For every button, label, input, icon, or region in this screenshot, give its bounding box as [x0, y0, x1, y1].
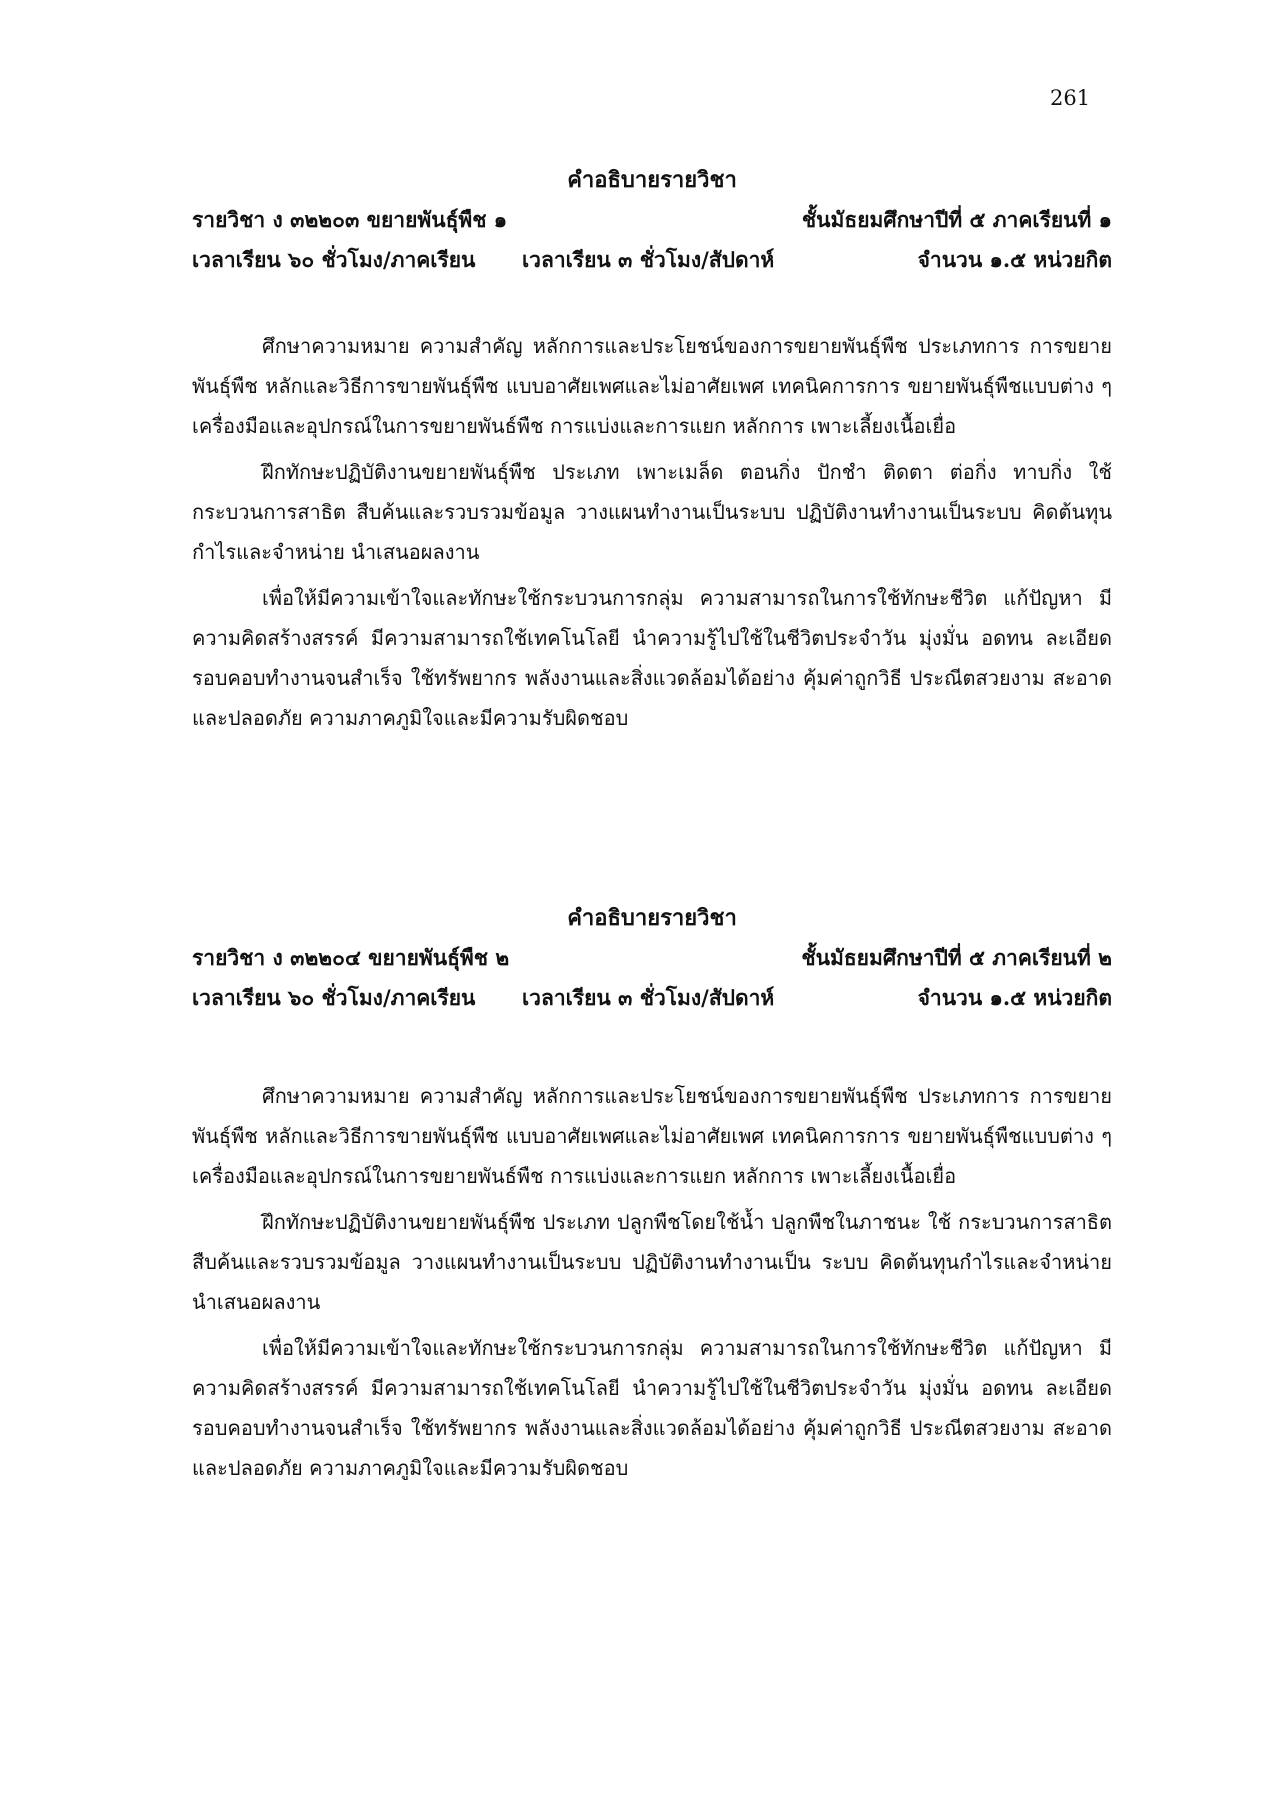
paragraph-skills: ฝึกทักษะปฏิบัติงานขยายพันธุ์พืช ประเภท ปลูกพืชโดยใช้น้ำ ปลูกพืชในภาชนะ ใช้ กระบวนการสาธิต สืบค้นและรวบรวมข้อมูล วางแผนทำงานเป็นระบบ ปฏิบัติงานทำงานเป็น ระบบ คิดต้นทุนกำไรและจำหน่าย นำเสนอผลงาน: [192, 1210, 1112, 1314]
course-code-name: รายวิชา ง ๓๒๒๐๓ ขยายพันธุ์พืช ๑: [192, 207, 508, 232]
hours-per-week: เวลาเรียน ๓ ชั่วโมง/สัปดาห์: [522, 985, 775, 1010]
course-body: [192, 326, 1112, 738]
paragraph-objectives: เพื่อให้มีความเข้าใจและทักษะใช้กระบวนการกลุ่ม ความสามารถในการใช้ทักษะชีวิต แก้ปัญหา มีความคิดสร้างสรรค์ มีความสามารถใช้เทคโนโลยี นำความรู้ไปใช้ในชีวิตประจำวัน มุ่งมั่น อดทน ละเอียดรอบคอบทำงานจนสำเร็จ ใช้ทรัพยากร พลังงานและสิ่งแวดล้อมได้อย่าง คุ้มค่าถูกวิธี ประณีตสวยงาม สะอาดและปลอดภัย ความภาคภูมิใจและมีความรับผิดชอบ: [192, 1336, 1112, 1480]
credits: จำนวน ๑.๕ หน่วยกิต: [917, 985, 1112, 1010]
course-body: [192, 1076, 1112, 1488]
paragraph-skills: ฝึกทักษะปฏิบัติงานขยายพันธุ์พืช ประเภท เพาะเมล็ด ตอนกิ่ง ปักชำ ติดตา ต่อกิ่ง ทาบกิ่ง ใช้กระบวนการสาธิต สืบค้นและรวบรวมข้อมูล วางแผนทำงานเป็นระบบ ปฏิบัติงานทำงานเป็นระบบ คิดต้นทุนกำไรและจำหน่าย นำเสนอผลงาน: [192, 460, 1112, 564]
paragraph-objectives: เพื่อให้มีความเข้าใจและทักษะใช้กระบวนการกลุ่ม ความสามารถในการใช้ทักษะชีวิต แก้ปัญหา มีความคิดสร้างสรรค์ มีความสามารถใช้เทคโนโลยี นำความรู้ไปใช้ในชีวิตประจำวัน มุ่งมั่น อดทน ละเอียดรอบคอบทำงานจนสำเร็จ ใช้ทรัพยากร พลังงานและสิ่งแวดล้อมได้อย่าง คุ้มค่าถูกวิธี ประณีตสวยงาม สะอาดและปลอดภัย ความภาคภูมิใจและมีความรับผิดชอบ: [192, 586, 1112, 730]
paragraph-content: ศึกษาความหมาย ความสำคัญ หลักการและประโยชน์ของการขยายพันธุ์พืช ประเภทการ การขยายพันธุ์พืช หลักและวิธีการขายพันธุ์พืช แบบอาศัยเพศและไม่อาศัยเพศ เทคนิคการการ ขยายพันธุ์พืชแบบต่าง ๆ เครื่องมือและอุปกรณ์ในการขยายพันธ์พืช การแบ่งและการแยก หลักการ เพาะเลี้ยงเนื้อเยื่อ: [192, 1084, 1112, 1188]
course-description-2: [192, 898, 1112, 1488]
hours-per-week: เวลาเรียน ๓ ชั่วโมง/สัปดาห์: [522, 247, 775, 272]
course-title-row: [192, 938, 1112, 978]
course-hours-row: [192, 240, 1112, 280]
course-description-1: [192, 160, 1112, 738]
credits: จำนวน ๑.๕ หน่วยกิต: [917, 247, 1112, 272]
course-hours-row: [192, 978, 1112, 1018]
paragraph-content: ศึกษาความหมาย ความสำคัญ หลักการและประโยชน์ของการขยายพันธุ์พืช ประเภทการ การขยายพันธุ์พืช หลักและวิธีการขายพันธุ์พืช แบบอาศัยเพศและไม่อาศัยเพศ เทคนิคการการ ขยายพันธุ์พืชแบบต่าง ๆ เครื่องมือและอุปกรณ์ในการขยายพันธ์พืช การแบ่งและการแยก หลักการ เพาะเลี้ยงเนื้อเยื่อ: [192, 334, 1112, 438]
grade-semester: ชั้นมัธยมศึกษาปีที่ ๕ ภาคเรียนที่ ๑: [801, 207, 1112, 232]
page-number: 261: [1050, 86, 1091, 110]
course-code-name: รายวิชา ง ๓๒๒๐๔ ขยายพันธุ์พืช ๒: [192, 945, 510, 970]
section-heading: คำอธิบายรายวิชา: [567, 167, 737, 193]
course-title-row: [192, 200, 1112, 240]
section-heading: คำอธิบายรายวิชา: [567, 905, 737, 931]
hours-per-semester: เวลาเรียน ๖๐ ชั่วโมง/ภาคเรียน: [192, 247, 476, 272]
hours-per-semester: เวลาเรียน ๖๐ ชั่วโมง/ภาคเรียน: [192, 985, 476, 1010]
grade-semester: ชั้นมัธยมศึกษาปีที่ ๕ ภาคเรียนที่ ๒: [801, 945, 1112, 970]
